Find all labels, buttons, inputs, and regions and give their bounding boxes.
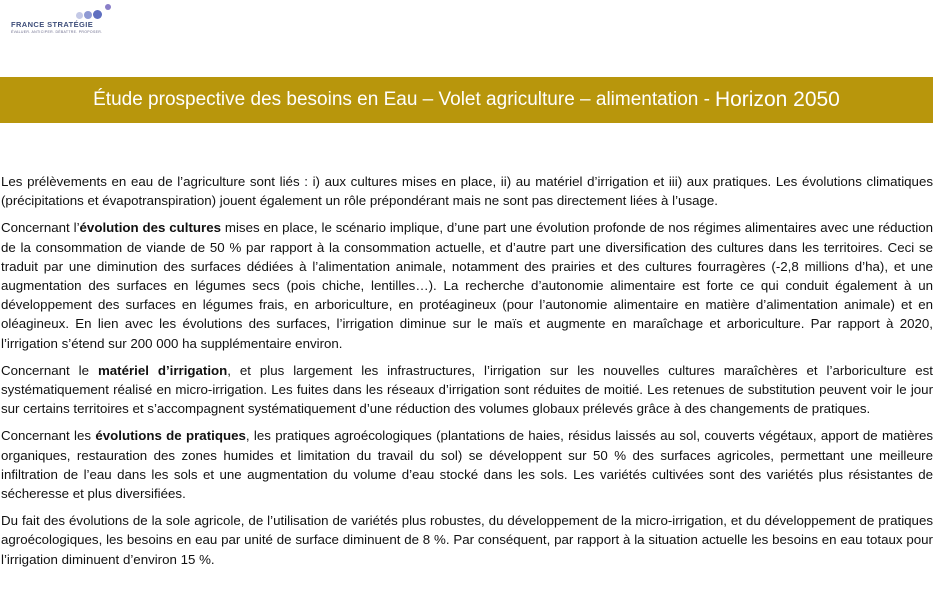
paragraph-conclusion [1, 511, 933, 569]
logo-subtitle: ÉVALUER. ANTICIPER. DÉBATTRE. PROPOSER. [11, 30, 103, 34]
paragraph-3-keyword: matériel d’irrigation [97, 362, 228, 378]
paragraph-intro-text: Les prélèvements en eau de l’agriculture sont liés : i) aux cultures mises en place, ii) au matériel d’irrigation et iii) aux pratiques. Les évolutions climatiques (précipitations et évapotranspiration) jouent également un rôle prépondérant mais ne sont pas directement liées à l’usage. [1, 174, 933, 209]
paragraph-conclusion-text: Du fait des évolutions de la sole agricole, de l’utilisation de variétés plus robustes, du développement de la micro-irrigation, et du développement de pratiques agroécologiques, les besoins en eau par unité de surface diminuent de 8 %. Par conséquent, par rapport à la situation actuelle les besoins en eau totaux pour l’irrigation diminuent d’environ 15 %. [1, 513, 933, 567]
paragraph-evolutions-pratiques [1, 426, 933, 503]
paragraph-4-keyword: évolutions de pratiques [95, 428, 246, 444]
paragraph-2-text: mises en place, le scénario implique, d’une part une évolution profonde de nos régimes alimentaires avec une réduction de la consommation de viande de 50 % par rapport à la consommation actuelle, et d’autre part une diversification des cultures dans les territoires. Ceci se traduit par une diminution des surfaces dédiées à l’alimentation animale, notamment des prairies et des cultures fourragères (-2,8 millions d’ha), et une augmentation des surfaces en légumes secs (pois chiche, lentilles…). La recherche d’autonomie alimentaire est forte ce qui conduit également à un développement des surfaces en légumes frais, en arboriculture, en protéagineux (pour l’autonomie alimentaire en matière d’alimentation animale) et en oléagineux. En lien avec les évolutions des surfaces, l’irrigation diminue sur le maïs et augmente en maraîchage et arboriculture. Par rapport à 2020, l’irrigation s’étend sur 200 000 ha supplémentaire environ. [1, 220, 933, 351]
paragraph-4-lead: Concernant les [1, 428, 96, 444]
paragraph-2-lead: Concernant l’ [1, 220, 80, 236]
banner-title: Étude prospective des besoins en Eau – Volet agriculture – alimentation - [93, 89, 710, 110]
paragraph-materiel-irrigation [1, 361, 933, 419]
paragraph-2-keyword: évolution des cultures [79, 220, 222, 236]
paragraph-evolution-cultures [1, 218, 933, 352]
logo-circle-1 [76, 12, 83, 19]
paragraph-4-text: , les pratiques agroécologiques (plantations de haies, résidus laissés au sol, couverts végétaux, apport de matières organiques, restauration des zones humides et limitation du travail du sol) se développent sur 50 % des surfaces agricoles, permettant une meilleure infiltration de l’eau dans les sols et une augmentation du volume d’eau stocké dans les sols. Les variétés cultivées sont des variétés plus résistantes de sécheresse et plus diversifiées. [1, 428, 933, 502]
document-body [1, 172, 933, 577]
logo-title: FRANCE STRATÉGIE [11, 20, 94, 29]
banner-horizon: Horizon 2050 [714, 88, 840, 111]
paragraph-3-text: , et plus largement les infrastructures, l’irrigation sur les nouvelles cultures maraîchères et l’arboriculture est systématiquement réalisé en micro-irrigation. Les fuites dans les réseaux d’irrigation sont réduites de moitié. Les retenues de substitution peuvent voir le jour sur certains territoires et s’accompagnent systématiquement d’une réduction des volumes globaux prélevés grâce à des changements de pratiques. [1, 362, 934, 417]
paragraph-intro [1, 172, 933, 210]
title-banner [0, 77, 933, 123]
paragraph-3-lead: Concernant le [1, 362, 98, 378]
logo-circle-2 [84, 11, 92, 19]
logo-circle-3 [93, 10, 102, 19]
france-strategie-logo [11, 4, 121, 44]
logo-circle-4 [105, 4, 111, 10]
